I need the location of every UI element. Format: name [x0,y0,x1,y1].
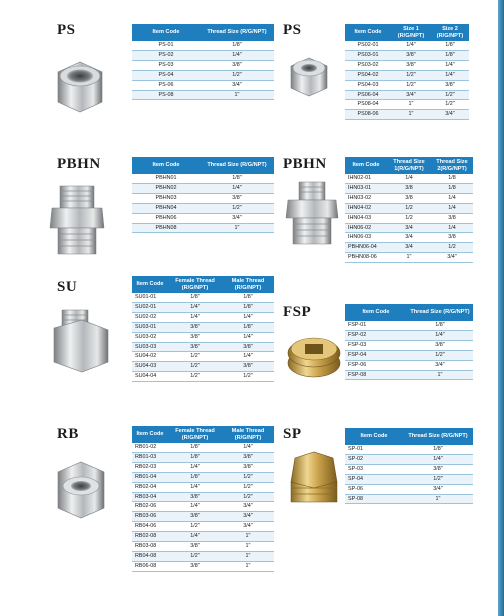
size-2-cell: 3/8" [431,80,469,90]
male-thread-cell: 1/4" [222,332,274,342]
male-thread-cell: 1" [222,551,274,561]
header-item-code: Item Code [345,24,391,41]
male-thread-cell: 3/4" [222,512,274,522]
male-thread-cell: 3/4" [222,502,274,512]
item-code-cell: SP-06 [345,484,403,494]
item-code-cell: FSP-01 [345,321,407,330]
thread-size-cell: 3/8" [200,60,274,70]
table-row [345,340,473,350]
thread-size-cell: 1/4" [200,50,274,60]
table-row [345,445,473,454]
table-row [345,474,473,484]
item-code-cell: RB04-06 [132,522,168,532]
item-code-cell: PS04-03 [345,80,391,90]
header-item-code: Item Code [345,428,403,445]
table-row [132,322,274,332]
table-row [345,360,473,370]
table-row [345,321,473,330]
table-row [345,80,469,90]
size-1-cell: 1/2" [391,80,431,90]
item-code-cell: IHN03-02 [345,193,387,203]
item-code-cell: IHN02-01 [345,174,387,183]
table-row [132,70,274,80]
table-row [345,370,473,380]
table-row [132,512,274,522]
table-row [132,522,274,532]
item-code-cell: RB03-04 [132,492,168,502]
table-row [345,183,473,193]
section-title-pbhn-reducer: PBHN [283,156,327,172]
female-thread-cell: 1/4" [168,482,222,492]
female-thread-cell: 3/8" [168,492,222,502]
thread-size-cell: 1" [200,90,274,100]
size-1-cell: 1" [391,100,431,110]
thread-size-2-cell: 3/8 [431,233,473,243]
size-1-cell: 3/8" [391,60,431,70]
male-thread-cell: 3/8" [222,342,274,352]
item-code-cell: PBHN02 [132,183,200,193]
thread-size-cell: 3/8" [407,340,473,350]
item-code-cell: SU04-03 [132,362,168,372]
female-thread-cell: 1/4" [168,532,222,542]
item-code-cell: RB01-02 [132,443,168,452]
table-row [132,443,274,452]
male-thread-cell: 3/8" [222,362,274,372]
size-1-cell: 1" [391,110,431,120]
header-item-code: Item Code [132,157,200,174]
table-row [345,330,473,340]
size-2-cell: 1/4" [431,60,469,70]
item-code-cell: PBHN08 [132,223,200,233]
size-1-cell: 1/2" [391,70,431,80]
thread-size-cell: 3/8" [200,193,274,203]
thread-size-cell: 1/8" [200,41,274,50]
female-thread-cell: 1/2" [168,352,222,362]
female-thread-cell: 1/2" [168,362,222,372]
table-row [132,542,274,552]
table-row [345,350,473,360]
sp-plug-photo [283,448,345,510]
item-code-cell: PS04-02 [345,70,391,80]
table-row [132,561,274,571]
item-code-cell: SP-01 [345,445,403,454]
thread-size-cell: 1/2" [200,70,274,80]
ps-spec-table [132,24,274,100]
size-1-cell: 1/4" [391,41,431,50]
table-row [345,213,473,223]
table-row [345,100,469,110]
size-2-cell: 1/2" [431,100,469,110]
item-code-cell: IHN03-01 [345,183,387,193]
table-row [132,352,274,362]
item-code-cell: SU02-02 [132,312,168,322]
male-thread-cell: 3/8" [222,462,274,472]
female-thread-cell: 1/8" [168,472,222,482]
table-row [345,174,473,183]
thread-size-2-cell: 1/8 [431,174,473,183]
male-thread-cell: 1" [222,561,274,571]
male-thread-cell: 1/8" [222,293,274,302]
table-row [132,342,274,352]
item-code-cell: SU03-02 [132,332,168,342]
item-code-cell: RB06-08 [132,561,168,571]
table-row [345,41,469,50]
rb-spec-table [132,426,274,572]
table-row [132,174,274,183]
male-thread-cell: 1/4" [222,443,274,452]
rb-bushing-photo [50,458,112,528]
header-female-thread: Female Thread (R/G/NPT) [168,276,222,293]
size-2-cell: 1/8" [431,50,469,60]
size-1-cell: 3/4" [391,90,431,100]
table-row [345,110,469,120]
header-male-thread: Male Thread (R/G/NPT) [222,426,274,443]
su-fitting-photo [48,306,114,376]
item-code-cell: RB03-08 [132,542,168,552]
thread-size-2-cell: 1/4 [431,193,473,203]
thread-size-2-cell: 1/4 [431,223,473,233]
female-thread-cell: 1/4" [168,302,222,312]
size-2-cell: 3/4" [431,110,469,120]
thread-size-1-cell: 3/4 [387,223,431,233]
item-code-cell: RB01-03 [132,452,168,462]
item-code-cell: FSP-04 [345,350,407,360]
item-code-cell: SU01-01 [132,293,168,302]
item-code-cell: IHN04-03 [345,213,387,223]
item-code-cell: PS03-02 [345,60,391,70]
item-code-cell: PS08-04 [345,100,391,110]
male-thread-cell: 1/4" [222,312,274,322]
female-thread-cell: 3/8" [168,342,222,352]
male-thread-cell: 1/8" [222,322,274,332]
table-row [345,454,473,464]
sp-spec-table [345,428,473,504]
table-row [132,50,274,60]
male-thread-cell: 1/8" [222,302,274,312]
item-code-cell: PS-06 [132,80,200,90]
table-row [345,50,469,60]
table-row [132,90,274,100]
pbhn-reducer-spec-table [345,157,473,263]
thread-size-cell: 1" [403,494,473,504]
table-row [132,452,274,462]
male-thread-cell: 1/4" [222,352,274,362]
item-code-cell: RB02-04 [132,482,168,492]
pbhn-reducer-photo [284,180,340,248]
male-thread-cell: 1/2" [222,472,274,482]
thread-size-2-cell: 3/8 [431,213,473,223]
item-code-cell: FSP-03 [345,340,407,350]
ps-fitting-photo [48,52,112,120]
su-spec-table [132,276,274,382]
header-thread-size-1: Thread Size 1(R/G/NPT) [387,157,431,174]
header-size-2: Size 2 (R/G/NPT) [431,24,469,41]
thread-size-cell: 1" [407,370,473,380]
section-title-sp: SP [283,426,302,442]
thread-size-cell: 1/4" [407,330,473,340]
table-row [345,243,473,253]
item-code-cell: PBHN01 [132,174,200,183]
thread-size-cell: 1/2" [407,350,473,360]
female-thread-cell: 3/8" [168,512,222,522]
table-row [132,213,274,223]
table-row [345,253,473,263]
item-code-cell: PS-08 [132,90,200,100]
table-row [132,183,274,193]
ps-reducer-spec-table [345,24,469,120]
thread-size-cell: 3/4" [200,80,274,90]
table-row [345,484,473,494]
thread-size-cell: 1/8" [403,445,473,454]
table-row [132,482,274,492]
male-thread-cell: 1/2" [222,372,274,382]
thread-size-cell: 1/8" [200,174,274,183]
table-row [345,90,469,100]
table-row [132,223,274,233]
item-code-cell: PS06-04 [345,90,391,100]
header-item-code: Item Code [132,426,168,443]
thread-size-1-cell: 1/2 [387,213,431,223]
item-code-cell: IHN04-02 [345,203,387,213]
item-code-cell: FSP-02 [345,330,407,340]
thread-size-cell: 1/4" [200,183,274,193]
thread-size-1-cell: 1/2 [387,203,431,213]
header-item-code: Item Code [132,276,168,293]
table-row [132,203,274,213]
male-thread-cell: 1/2" [222,492,274,502]
ps-reducer-photo [283,48,335,104]
item-code-cell: PBHN04 [132,203,200,213]
table-row [132,462,274,472]
size-2-cell: 1/8" [431,41,469,50]
table-row [132,472,274,482]
thread-size-cell: 3/8" [403,464,473,474]
item-code-cell: PBHN06-04 [345,243,387,253]
thread-size-1-cell: 1" [387,253,431,263]
fsp-spec-table [345,304,473,380]
item-code-cell: PS-04 [132,70,200,80]
item-code-cell: RB02-03 [132,462,168,472]
thread-size-1-cell: 3/4 [387,233,431,243]
item-code-cell: SP-04 [345,474,403,484]
thread-size-1-cell: 3/4 [387,243,431,253]
female-thread-cell: 1/4" [168,312,222,322]
item-code-cell: SP-02 [345,454,403,464]
header-female-thread: Female Thread (R/G/NPT) [168,426,222,443]
item-code-cell: RB03-06 [132,512,168,522]
item-code-cell: PBHN08-06 [345,253,387,263]
thread-size-cell: 3/4" [407,360,473,370]
header-male-thread: Male Thread (R/G/NPT) [222,276,274,293]
table-row [345,203,473,213]
item-code-cell: PS-03 [132,60,200,70]
thread-size-2-cell: 1/4 [431,203,473,213]
table-row [345,223,473,233]
male-thread-cell: 3/4" [222,522,274,532]
section-title-pbhn: PBHN [57,156,101,172]
size-2-cell: 1/4" [431,70,469,80]
table-row [345,494,473,504]
table-row [132,302,274,312]
table-row [132,502,274,512]
table-row [132,193,274,203]
item-code-cell: SU04-02 [132,352,168,362]
section-title-ps: PS [57,22,76,38]
item-code-cell: PS08-06 [345,110,391,120]
item-code-cell: FSP-06 [345,360,407,370]
section-title-su: SU [57,279,78,295]
size-1-cell: 3/8" [391,50,431,60]
item-code-cell: IHN06-02 [345,223,387,233]
female-thread-cell: 3/8" [168,542,222,552]
female-thread-cell: 1/2" [168,372,222,382]
female-thread-cell: 1/8" [168,443,222,452]
header-item-code: Item Code [345,157,387,174]
male-thread-cell: 3/8" [222,452,274,462]
table-row [345,464,473,474]
page-edge-stripe [498,0,504,616]
header-thread-size: Thread Size (R/G/NPT) [200,24,274,41]
thread-size-2-cell: 1/8 [431,183,473,193]
thread-size-cell: 1/2" [200,203,274,213]
pbhn-spec-table [132,157,274,233]
header-thread-size-2: Thread Size 2(R/G/NPT) [431,157,473,174]
table-row [132,312,274,322]
item-code-cell: FSP-08 [345,370,407,380]
item-code-cell: IHN06-03 [345,233,387,243]
thread-size-1-cell: 3/8 [387,193,431,203]
item-code-cell: PS02-01 [345,41,391,50]
thread-size-2-cell: 1/2 [431,243,473,253]
female-thread-cell: 3/8" [168,561,222,571]
item-code-cell: PS-01 [132,41,200,50]
item-code-cell: SU02-01 [132,302,168,312]
header-thread-size: Thread Size (R/G/NPT) [403,428,473,445]
female-thread-cell: 3/8" [168,332,222,342]
female-thread-cell: 3/8" [168,322,222,332]
female-thread-cell: 1/8" [168,452,222,462]
item-code-cell: SP-08 [345,494,403,504]
table-row [132,362,274,372]
item-code-cell: PS03-01 [345,50,391,60]
item-code-cell: SP-03 [345,464,403,474]
table-row [345,233,473,243]
male-thread-cell: 1" [222,542,274,552]
header-thread-size: Thread Size (R/G/NPT) [200,157,274,174]
table-row [132,492,274,502]
thread-size-cell: 1/8" [407,321,473,330]
table-row [132,60,274,70]
table-row [345,193,473,203]
header-thread-size: Thread Size (R/G/NPT) [407,304,473,321]
section-title-rb: RB [57,426,79,442]
size-2-cell: 1/2" [431,90,469,100]
thread-size-cell: 1/4" [403,454,473,464]
thread-size-cell: 3/4" [200,213,274,223]
thread-size-2-cell: 3/4" [431,253,473,263]
female-thread-cell: 1/2" [168,551,222,561]
table-row [345,60,469,70]
table-row [132,293,274,302]
table-row [132,80,274,90]
item-code-cell: SU04-04 [132,372,168,382]
table-row [132,551,274,561]
section-title-ps-reducer: PS [283,22,302,38]
male-thread-cell: 1/2" [222,482,274,492]
item-code-cell: PBHN03 [132,193,200,203]
thread-size-1-cell: 3/8 [387,183,431,193]
fsp-plug-photo [285,325,343,383]
table-row [132,372,274,382]
item-code-cell: RB02-06 [132,502,168,512]
table-row [132,41,274,50]
male-thread-cell: 1" [222,532,274,542]
item-code-cell: RB02-08 [132,532,168,542]
header-item-code: Item Code [132,24,200,41]
female-thread-cell: 1/4" [168,502,222,512]
item-code-cell: RB04-08 [132,551,168,561]
female-thread-cell: 1/2" [168,522,222,532]
item-code-cell: SU03-03 [132,342,168,352]
female-thread-cell: 1/8" [168,293,222,302]
thread-size-1-cell: 1/4 [387,174,431,183]
thread-size-cell: 1/2" [403,474,473,484]
item-code-cell: PBHN06 [132,213,200,223]
table-row [345,70,469,80]
table-row [132,532,274,542]
item-code-cell: RB01-04 [132,472,168,482]
table-row [132,332,274,342]
header-size-1: Size 1 (R/G/NPT) [391,24,431,41]
thread-size-cell: 1" [200,223,274,233]
header-item-code: Item Code [345,304,407,321]
item-code-cell: PS-02 [132,50,200,60]
pbhn-fitting-photo [46,182,108,262]
section-title-fsp: FSP [283,304,312,320]
thread-size-cell: 3/4" [403,484,473,494]
item-code-cell: SU03-01 [132,322,168,332]
female-thread-cell: 1/4" [168,462,222,472]
